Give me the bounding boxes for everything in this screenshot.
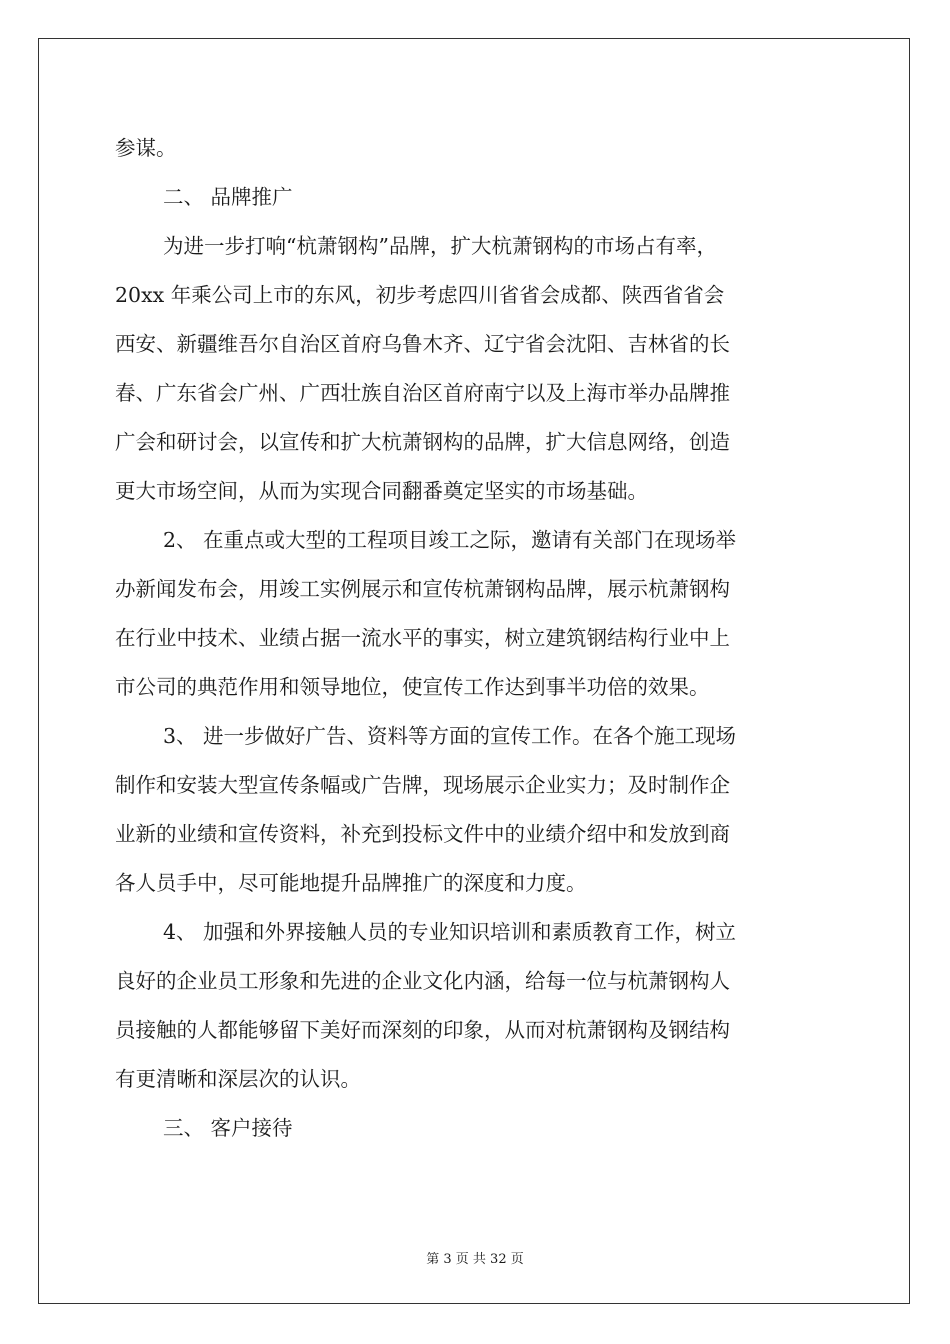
section-heading: 二、 品牌推广 [163,185,293,209]
text-line: 广会和研讨会，以宣传和扩大杭萧钢构的品牌，扩大信息网络，创造 [115,430,730,454]
page-footer: 第 3 页 共 32 页 [426,1252,524,1267]
text-line: 参谋。 [115,136,177,160]
section-heading: 三、 客户接待 [163,1116,293,1140]
text-line: 在行业中技术、业绩占据一流水平的事实，树立建筑钢结构行业中上 [115,626,730,650]
text-line: 3、 进一步做好广告、资料等方面的宣传工作。在各个施工现场 [163,724,737,748]
text-line: 市公司的典范作用和领导地位，使宣传工作达到事半功倍的效果。 [115,675,710,699]
text-line: 制作和安装大型宣传条幅或广告牌，现场展示企业实力；及时制作企 [115,773,730,797]
text-line: 良好的企业员工形象和先进的企业文化内涵，给每一位与杭萧钢构人 [115,969,730,993]
text-line: 办新闻发布会，用竣工实例展示和宣传杭萧钢构品牌，展示杭萧钢构 [115,577,730,601]
text-line: 2、 在重点或大型的工程项目竣工之际，邀请有关部门在现场举 [163,528,737,552]
text-line: 业新的业绩和宣传资料，补充到投标文件中的业绩介绍中和发放到商 [115,822,730,846]
text-line: 春、广东省会广州、广西壮族自治区首府南宁以及上海市举办品牌推 [115,381,730,405]
text-line: 各人员手中，尽可能地提升品牌推广的深度和力度。 [115,871,587,895]
text-line: 4、 加强和外界接触人员的专业知识培训和素质教育工作，树立 [163,920,737,944]
text-line: 为进一步打响“杭萧钢构”品牌，扩大杭萧钢构的市场占有率， [163,234,717,258]
text-line: 有更清晰和深层次的认识。 [115,1067,361,1091]
text-line: 更大市场空间，从而为实现合同翻番奠定坚实的市场基础。 [115,479,648,503]
text-line: 西安、新疆维吾尔自治区首府乌鲁木齐、辽宁省会沈阳、吉林省的长 [115,332,730,356]
text-line: 20xx 年乘公司上市的东风，初步考虑四川省省会成都、陕西省省会 [115,283,725,307]
document-body [115,124,835,1153]
text-line: 员接触的人都能够留下美好而深刻的印象，从而对杭萧钢构及钢结构 [115,1018,730,1042]
